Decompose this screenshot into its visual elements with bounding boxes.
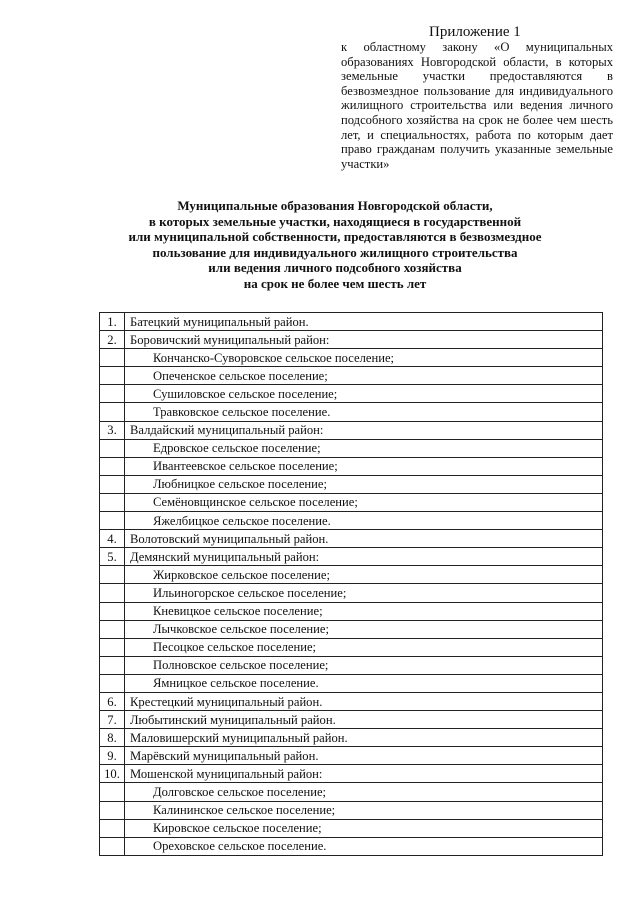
settlement-row (100, 457, 603, 475)
document-title-line: пользование для индивидуального жилищного строительства (152, 244, 518, 260)
district-row (100, 530, 603, 548)
row-number (100, 674, 125, 692)
document-title (100, 198, 570, 292)
settlement-row (100, 801, 603, 819)
settlement-name: Жирковское сельское поселение; (125, 566, 603, 584)
row-number (100, 457, 125, 475)
row-number (100, 819, 125, 837)
row-number: 2. (100, 331, 125, 349)
settlement-name: Кончанско-Суворовское сельское поселение; (125, 349, 603, 367)
settlement-row (100, 674, 603, 692)
district-row (100, 548, 603, 566)
settlement-row (100, 493, 603, 511)
settlement-name: Едровское сельское поселение; (125, 439, 603, 457)
district-name: Валдайский муниципальный район: (125, 421, 603, 439)
settlement-row (100, 385, 603, 403)
row-number: 5. (100, 548, 125, 566)
row-number: 4. (100, 530, 125, 548)
district-name: Марёвский муниципальный район. (125, 747, 603, 765)
settlement-row (100, 403, 603, 421)
row-number (100, 367, 125, 385)
row-number (100, 638, 125, 656)
document-title-line: в которых земельные участки, находящиеся в государственной (148, 213, 522, 229)
settlement-name: Сушиловское сельское поселение; (125, 385, 603, 403)
district-row (100, 765, 603, 783)
district-row (100, 747, 603, 765)
settlement-name: Лычковское сельское поселение; (125, 620, 603, 638)
settlement-row (100, 349, 603, 367)
settlement-row (100, 367, 603, 385)
district-row (100, 729, 603, 747)
settlement-row (100, 837, 603, 855)
row-number (100, 385, 125, 403)
settlement-name: Ивантеевское сельское поселение; (125, 457, 603, 475)
row-number (100, 475, 125, 493)
district-row (100, 421, 603, 439)
appendix-description: к областному закону «О муниципальных образованиях Новгородской области, в которых земельные участки предоставляются в безвозмездное пользование для индивидуального жилищного строительства или ведения личного подсобного хозяйства на срок не более чем шесть лет, и специальностях, работа по которым дает право гражданам получить указанные земельные участки» (341, 40, 613, 171)
row-number: 10. (100, 765, 125, 783)
settlement-row (100, 783, 603, 801)
district-name: Мошенской муниципальный район: (125, 765, 603, 783)
document-title-line: или ведения личного подсобного хозяйства (208, 260, 462, 276)
row-number: 9. (100, 747, 125, 765)
settlement-row (100, 475, 603, 493)
appendix-title: Приложение 1 (429, 24, 521, 40)
row-number (100, 439, 125, 457)
settlement-name: Полновское сельское поселение; (125, 656, 603, 674)
settlement-name: Ореховское сельское поселение. (125, 837, 603, 855)
settlement-row (100, 656, 603, 674)
settlement-row (100, 638, 603, 656)
row-number (100, 512, 125, 530)
row-number: 8. (100, 729, 125, 747)
settlement-row (100, 819, 603, 837)
row-number (100, 349, 125, 367)
district-name: Любытинский муниципальный район. (125, 711, 603, 729)
district-name: Демянский муниципальный район: (125, 548, 603, 566)
settlement-name: Яжелбицкое сельское поселение. (125, 512, 603, 530)
district-name: Маловишерский муниципальный район. (125, 729, 603, 747)
settlement-row (100, 584, 603, 602)
district-name: Боровичский муниципальный район: (125, 331, 603, 349)
district-row (100, 331, 603, 349)
settlement-name: Опеченское сельское поселение; (125, 367, 603, 385)
district-name: Батецкий муниципальный район. (125, 313, 603, 331)
row-number (100, 566, 125, 584)
district-row (100, 692, 603, 710)
settlement-name: Кировское сельское поселение; (125, 819, 603, 837)
row-number (100, 837, 125, 855)
row-number (100, 620, 125, 638)
settlement-name: Семёновщинское сельское поселение; (125, 493, 603, 511)
document-title-line: или муниципальной собственности, предоставляются в безвозмездное (128, 229, 542, 245)
row-number: 3. (100, 421, 125, 439)
district-name: Волотовский муниципальный район. (125, 530, 603, 548)
district-row (100, 313, 603, 331)
settlement-row (100, 439, 603, 457)
municipalities-table (99, 312, 603, 856)
settlement-row (100, 512, 603, 530)
row-number (100, 656, 125, 674)
row-number (100, 403, 125, 421)
settlement-name: Ямницкое сельское поселение. (125, 674, 603, 692)
district-row (100, 711, 603, 729)
row-number: 6. (100, 692, 125, 710)
row-number (100, 602, 125, 620)
district-name: Крестецкий муниципальный район. (125, 692, 603, 710)
settlement-name: Песоцкое сельское поселение; (125, 638, 603, 656)
settlement-name: Долговское сельское поселение; (125, 783, 603, 801)
settlement-name: Ильиногорское сельское поселение; (125, 584, 603, 602)
settlement-name: Кневицкое сельское поселение; (125, 602, 603, 620)
settlement-row (100, 620, 603, 638)
settlement-name: Любницкое сельское поселение; (125, 475, 603, 493)
row-number: 1. (100, 313, 125, 331)
settlement-name: Калининское сельское поселение; (125, 801, 603, 819)
settlement-row (100, 602, 603, 620)
row-number: 7. (100, 711, 125, 729)
row-number (100, 493, 125, 511)
settlement-row (100, 566, 603, 584)
document-title-line: Муниципальные образования Новгородской области, (177, 198, 493, 213)
row-number (100, 584, 125, 602)
row-number (100, 801, 125, 819)
document-title-line: на срок не более чем шесть лет (243, 275, 427, 291)
row-number (100, 783, 125, 801)
settlement-name: Травковское сельское поселение. (125, 403, 603, 421)
